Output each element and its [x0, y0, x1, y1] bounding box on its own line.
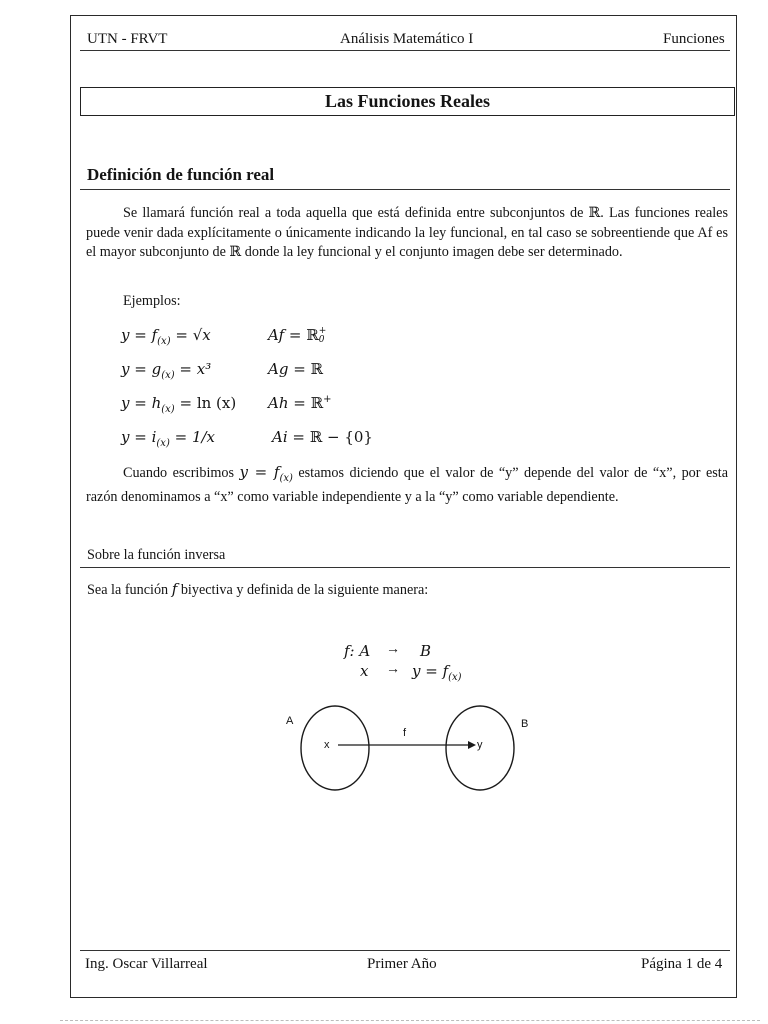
set-b-label: B	[521, 718, 529, 730]
page-title: Las Funciones Reales	[80, 87, 735, 116]
mapping-line2-arrow: →	[386, 662, 400, 677]
header-institution: UTN - FRVT	[87, 31, 168, 47]
scan-edge-line	[60, 1020, 760, 1021]
section-heading-definition: Definición de función real	[87, 165, 275, 184]
footer-page-number: Página 1 de 4	[641, 956, 723, 972]
section-rule	[80, 189, 730, 190]
domain-g: Ag = ℝ	[268, 360, 324, 378]
example-h: $y = h_{(x)} = \ln (x)$	[121, 394, 237, 415]
element-y-label: y	[477, 739, 483, 751]
arrow-f-label: f	[403, 727, 407, 739]
footer-rule	[80, 950, 730, 951]
footer-year: Primer Año	[367, 956, 437, 972]
mapping-arrowhead	[468, 741, 476, 749]
function-diagram	[270, 700, 540, 810]
section-rule-inverse	[80, 567, 730, 568]
mapping-line2-left: x	[360, 662, 369, 680]
element-x-label: x	[324, 739, 330, 751]
examples-label: Ejemplos:	[123, 293, 181, 309]
inverse-paragraph: Sea la función f biyectiva y definida de la siguiente manera:	[87, 580, 429, 598]
mapping-line2-right: $y = f_{(x)}$	[412, 662, 462, 683]
set-a-ellipse	[301, 706, 369, 790]
header-course: Análisis Matemático I	[340, 31, 474, 47]
domain-i: Ai = ℝ − {0}	[272, 428, 373, 446]
mapping-line1-arrow: →	[386, 642, 400, 657]
example-i: $y = i_{(x)} = 1/x$	[121, 428, 216, 449]
example-f: $y = f_{(x)} = √x$	[121, 326, 211, 347]
domain-f: Af = ℝ + 0	[268, 326, 327, 345]
header-rule	[80, 50, 730, 51]
mapping-line1-left: f: A	[344, 642, 371, 660]
domain-h: Ah = ℝ+	[268, 394, 332, 412]
example-g: $y = g_{(x)} = x^3$	[121, 360, 212, 381]
definition-paragraph: Se llamará función real a toda aquella que está definida entre subconjuntos de ℝ. Las funciones reales puede venir dada explícitamente o únicamente indicando la ley funcional, en tal caso se sobreentiende que Af es el mayor subconjunto de ℝ donde la ley funcional y el conjunto imagen debe ser determinado.	[86, 205, 728, 260]
section-heading-inverse: Sobre la función inversa	[87, 547, 226, 563]
footer-author: Ing. Oscar Villarreal	[85, 956, 208, 972]
dependency-paragraph: Cuando escribimos $y = f_{(x)}$ estamos diciendo que el valor de “y” depende del valor de “x”, por esta razón denominamos a “x” como variable independiente y a la “y” como variable dependiente.	[86, 463, 728, 506]
header-topic: Funciones	[663, 31, 725, 47]
mapping-line1-right: B	[420, 642, 432, 660]
set-a-label: A	[286, 715, 294, 727]
